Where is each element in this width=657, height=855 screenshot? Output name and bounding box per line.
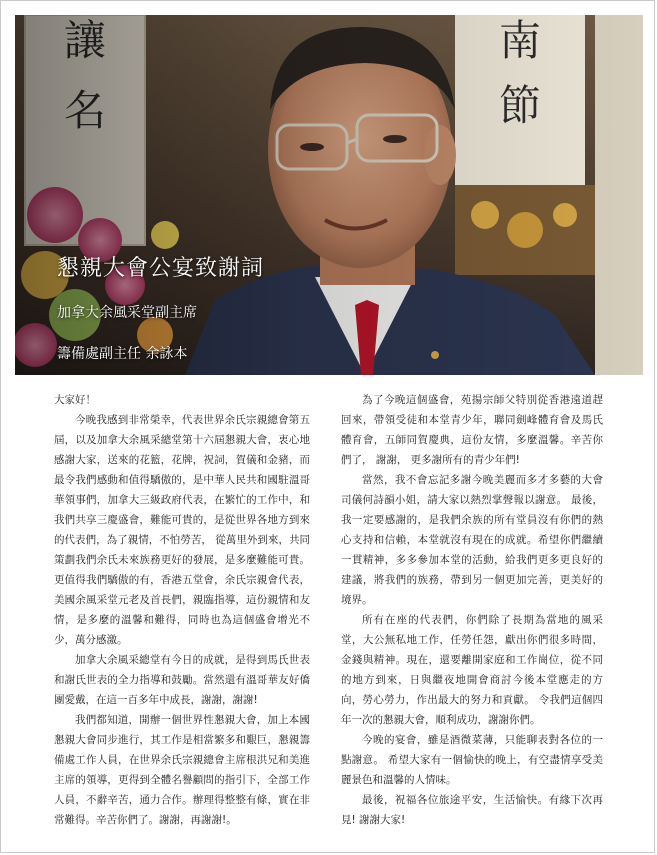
author-name: 籌備處副主任 余詠本: [57, 346, 188, 362]
article-paragraph: 所有在座的代表們，你們除了長期為當地的風采堂，大公無私地工作，任勞任怨，獻出你們很多時間，金錢與精神。現在，還要離開家庭和工作崗位，從不同的地方到來，日與繼夜地開會商討今後本堂應走的方向，勞心勞力，作出最大的努力和貢獻。 令我們這個四年一次的懇親大會，順利成功，謝謝你們。: [341, 614, 603, 726]
article-paragraph: 今晚的宴會，雖是酒微菜薄，只能聊表對各位的一點謝意。 希望大家有一個愉快的晚上，有空盡情享受美麗景色和溫馨的人情味。: [341, 734, 603, 786]
header-photo-banner: [15, 15, 643, 375]
article-right-column: [341, 390, 603, 830]
article-paragraph: 當然，我不會忘記多謝今晚美麗而多才多藝的大會司儀何詩韻小姐，請大家以熱烈掌聲報以謝意。 最後，我一定要感謝的，是我們余族的所有堂員沒有你們的熱心支持和信賴，本堂就沒有現在的成就。希望你們繼續一貫精神，多多參加本堂的活動，給我們更多更良好的建議，將我們的族務，帶到另一個更加完善，更美好的境界。: [341, 474, 603, 606]
closing-paragraph: 最後，祝福各位旅途平安，生活愉快。有緣下次再見! 謝謝大家!: [341, 794, 603, 826]
article-paragraph: 今晚我感到非常榮幸，代表世界余氏宗親總會第五屆，以及加拿大余風采總堂第十六屆懇親大會，衷心地感謝大家，送來的花籃，花牌，祝詞，賀儀和金豬，而最令我們感動和值得驕傲的，是中華人民共和國駐溫哥華領事們，加拿大三級政府代表，在繁忙的工作中，和我們共享三慶盛會，難能可貴的，是從世界各地方到來的代表們，為了親情，不怕勞苦， 從萬里外到來，共同策劃我們余氏未來族務更好的發展，是多麼難能可貴。更值得我們驕傲的有，香港五堂會，余氏宗親會代表，美國余風采堂元老及首長們，親臨指導，這份親情和友情，是多麼的溫馨和難得，同時也為這個盛會增光不少，萬分感激。: [54, 414, 310, 646]
greeting-paragraph: 大家好！: [54, 394, 96, 406]
article-paragraph: 加拿大余風采總堂有今日的成就，是得到馬氏世表和謝氏世表的全力指導和鼓勵。當然還有溫哥華友好僑團愛戴，在這一百多年中成長，謝謝，謝謝!: [54, 654, 310, 706]
page-title: 懇親大會公宴致謝詞: [57, 256, 265, 281]
article-paragraph: 為了今晚這個盛會，苑揚宗師父特別從香港遠道趕回來，帶領受徒和本堂青少年，聯同劍峰體育會及馬氏體育會，五師同賀慶典，這份友情，多麼溫馨。辛苦你們了， 謝謝， 更多謝所有的青少年們!: [341, 394, 603, 466]
article-left-column: [54, 390, 310, 830]
author-position: 加拿大余風采堂副主席: [57, 305, 197, 321]
article-paragraph: 我們都知道，開辦一個世界性懇親大會，加上本國懇親大會同步進行，其工作是相當繁多和艱巨，懇親籌備處工作人員，在世界余氏宗親總會主席根洪兄和美進主席的領導，更得到全體名譽顧問的指引下，全部工作人員，不辭辛苦，通力合作。辦理得整整有條，實在非常難得。辛苦你們了。謝謝，再謝謝!。: [54, 714, 310, 826]
